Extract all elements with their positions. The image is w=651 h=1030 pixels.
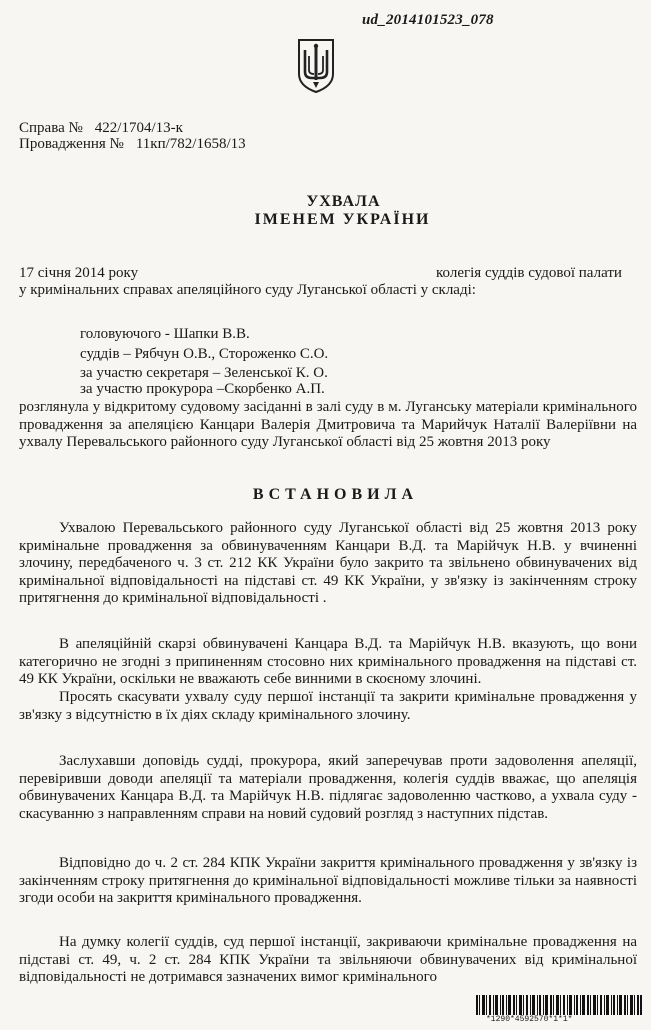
- paragraph-request: Просять скасувати ухвалу суду першої інстанції та закрити кримінальне провадження у зв'язку з відсутністю в їх діях складу кримінального злочину.: [19, 689, 637, 723]
- intro-paragraph: розглянула у відкритому судовому засіданні в залі суду в м. Луганську матеріали кримінального провадження за апеляцією Канцари Валерія Дмитровича та Марийчук Наталії Валеріївни на ухвалу Перевальського районного суду Луганської області від 25 жовтня 2013 року: [19, 399, 637, 451]
- proceeding-number: [19, 136, 246, 153]
- proceeding-label: Провадження №: [19, 136, 124, 152]
- paragraph-law: Відповідно до ч. 2 ст. 284 КПК України закриття кримінального провадження у зв'язку із закінченням строку притягнення до кримінальної відповідальності можливе тільки за наявності згоди особи на закриття кримінального провадження.: [19, 855, 637, 907]
- document-id: ud_2014101523_078: [362, 12, 494, 28]
- panel-prosecutor: за участю прокурора –Скорбенко А.П.: [80, 381, 325, 397]
- barcode-icon: [476, 995, 642, 1015]
- paragraph-appeal: В апеляційній скарзі обвинувачені Канцара В.Д. та Марійчук Н.В. вказують, що вони категорично не згодні з припиненням стосовно них кримінального провадження на підставі ст. 49 КК України, оскільки не вважають себе винними в скоєному злочині.: [19, 636, 637, 688]
- case-number: [19, 120, 183, 137]
- case-value: 422/1704/13-к: [94, 120, 183, 136]
- panel-judges: суддів – Рябчун О.В., Стороженко С.О.: [80, 346, 329, 362]
- case-label: Справа №: [19, 120, 83, 136]
- document-subtitle: ІМЕНЕМ УКРАЇНИ: [254, 211, 431, 228]
- trident-emblem-icon: [296, 38, 336, 94]
- barcode-number: *1290*4592570*1*1*: [486, 1015, 573, 1024]
- court-line-2: у кримінальних справах апеляційного суду Луганської області у складі:: [19, 282, 476, 298]
- paragraph-hearing: Заслухавши доповідь судді, прокурора, який заперечував проти задоволення апеляції, перевіривши доводи апеляції та матеріали провадження, колегія суддів вважає, що апеляція обвинувачених Канцара В.Д. та Марійчук Н.В. підлягає задоволенню частково, а ухвала суду - скасуванню з направленням справи на новий судовий розгляд з наступних підстав.: [19, 753, 637, 822]
- court-line-1: колегія суддів судової палати: [436, 265, 622, 281]
- paragraph-ruling: Ухвалою Перевальського районного суду Луганської області від 25 жовтня 2013 року кримінальне провадження за обвинуваченням Канцари В.Д. та Марійчук Н.В. у вчиненні злочину, передбаченого ч. 3 ст. 212 КК України було закрито та звільнено обвинувачених від кримінальної відповідальності на підставі ст. 49 КК України, у зв'язку із закінченням строку притягнення до кримінальної відповідальності .: [19, 520, 637, 607]
- established-heading: ВСТАНОВИЛА: [252, 486, 419, 503]
- document-title: УХВАЛА: [306, 193, 381, 210]
- paragraph-opinion: На думку колегії суддів, суд першої інстанції, закриваючи кримінальне провадження на підставі ст. 49, ч. 2 ст. 284 КПК України та звільняючи обвинувачених від кримінальної відповідальності не дотримався зазначених вимог кримінального: [19, 934, 637, 986]
- panel-secretary: за участю секретаря – Зеленської К. О.: [80, 365, 328, 381]
- proceeding-value: 11кп/782/1658/13: [135, 136, 246, 152]
- decision-date: 17 січня 2014 року: [19, 265, 139, 281]
- panel-presiding: головуючого - Шапки В.В.: [80, 326, 250, 342]
